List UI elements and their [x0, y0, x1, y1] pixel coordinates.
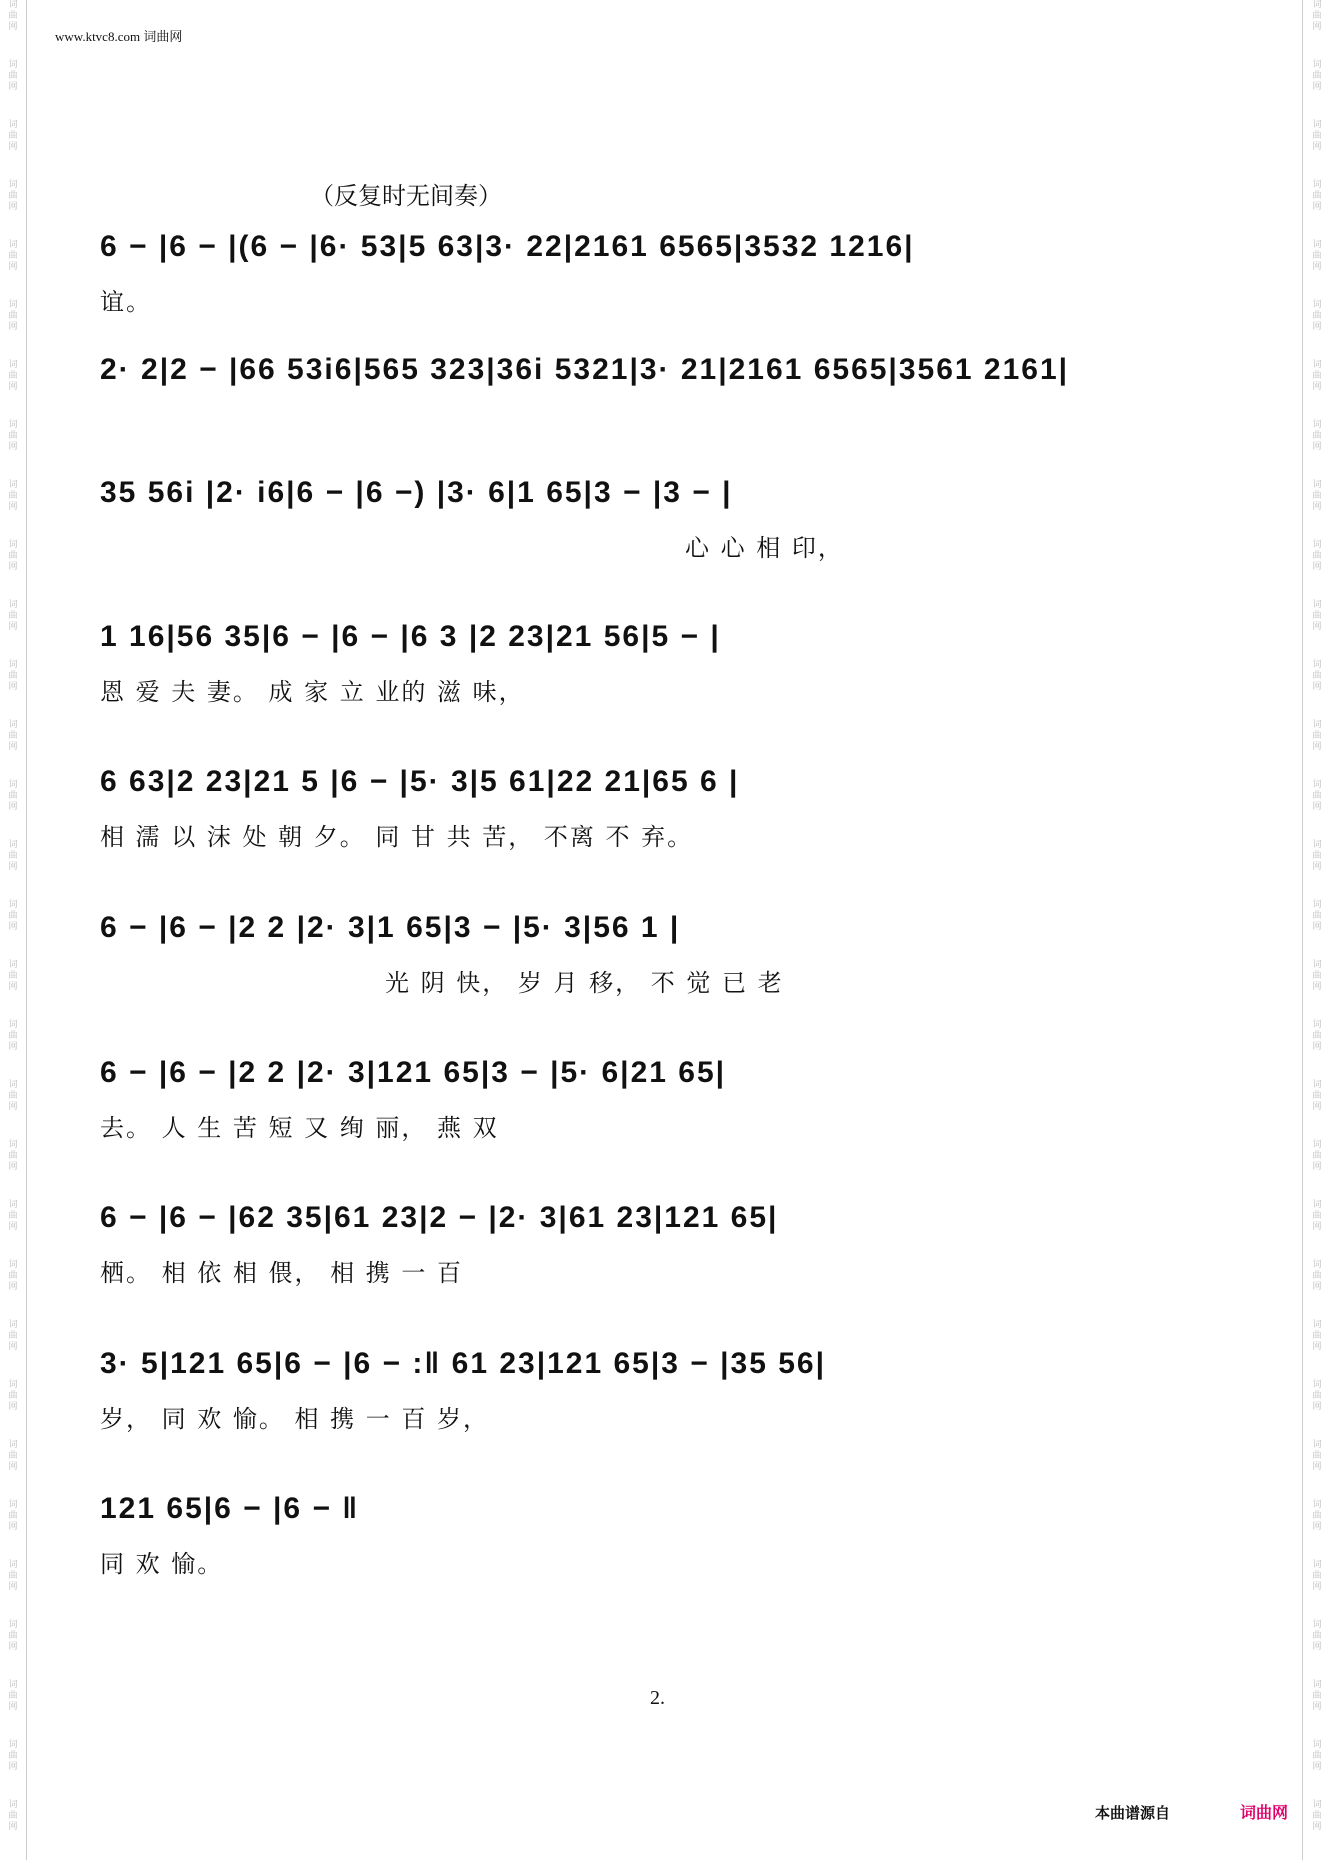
side-watermark: 词 曲 网 — [1312, 60, 1322, 92]
site-logo[interactable]: 词曲网 — [1240, 1803, 1289, 1822]
page-number: 2. — [650, 1687, 665, 1709]
side-watermark: 词 曲 网 — [1312, 1620, 1322, 1652]
side-watermark: 词 曲 网 — [8, 1140, 18, 1172]
side-watermark: 词 曲 网 — [1312, 1140, 1322, 1172]
side-watermark: 词 曲 网 — [1312, 540, 1322, 572]
score-system-4 — [100, 612, 1220, 732]
side-watermark: 词 曲 网 — [8, 60, 18, 92]
side-watermark: 词 曲 网 — [1312, 1800, 1322, 1832]
side-watermark: 词 曲 网 — [8, 1020, 18, 1052]
lyrics-line: 去。 人 生 苦 短 又 绚 丽， 燕 双 — [100, 1114, 499, 1142]
lyrics-line: 相 濡 以 沫 处 朝 夕。 同 甘 共 苦， 不离 不 弃。 — [100, 823, 694, 851]
side-watermark: 词 曲 网 — [8, 540, 18, 572]
side-watermark: 词 曲 网 — [8, 720, 18, 752]
side-watermark: 词 曲 网 — [8, 840, 18, 872]
side-watermark: 词 曲 网 — [1312, 180, 1322, 212]
side-watermark: 词 曲 网 — [1312, 1260, 1322, 1292]
side-watermark: 词 曲 网 — [8, 1380, 18, 1412]
side-watermark: 词 曲 网 — [1312, 0, 1322, 32]
side-watermark: 词 曲 网 — [8, 1500, 18, 1532]
side-watermark: 词 曲 网 — [8, 120, 18, 152]
lyrics-line: 岁， 同 欢 愉。 相 携 一 百 岁， — [100, 1405, 490, 1433]
side-watermark: 词 曲 网 — [1312, 1320, 1322, 1352]
right-border — [1302, 0, 1303, 1860]
side-watermark: 词 曲 网 — [1312, 120, 1322, 152]
side-watermark: 词 曲 网 — [8, 1560, 18, 1592]
side-watermark: 词 曲 网 — [1312, 1560, 1322, 1592]
lyrics-line: 同 欢 愉。 — [100, 1550, 224, 1578]
notation-line: 1 16|56 35|6 − |6 − |6 3 |2 23|21 56|5 − | — [100, 620, 721, 653]
score-system-7 — [100, 1048, 1220, 1168]
score-system-1 — [100, 222, 1220, 342]
score-system-6 — [100, 903, 1220, 1023]
notation-line: 35 56i |2· i6|6 − |6 −) |3· 6|1 65|3 − |3 − | — [100, 476, 733, 509]
notation-line: 6 63|2 23|21 5 |6 − |5· 3|5 61|22 21|65 6 | — [100, 765, 740, 798]
side-watermark: 词 曲 网 — [1312, 600, 1322, 632]
repeat-annotation: （反复时无间奏） — [310, 182, 502, 210]
side-watermark: 词 曲 网 — [8, 0, 18, 32]
lyrics-line: 心 心 相 印， — [685, 534, 844, 562]
notation-line: 6 − |6 − |2 2 |2· 3|121 65|3 − |5· 6|21 65| — [100, 1056, 727, 1089]
side-watermark: 词 曲 网 — [8, 900, 18, 932]
side-watermark: 词 曲 网 — [1312, 1080, 1322, 1112]
side-watermark: 词 曲 网 — [1312, 480, 1322, 512]
score-system-9 — [100, 1339, 1220, 1459]
side-watermark: 词 曲 网 — [1312, 1440, 1322, 1472]
side-watermark: 词 曲 网 — [1312, 420, 1322, 452]
side-watermark: 词 曲 网 — [1312, 300, 1322, 332]
side-watermark: 词 曲 网 — [8, 360, 18, 392]
side-watermark: 词 曲 网 — [8, 1800, 18, 1832]
score-system-8 — [100, 1193, 1220, 1313]
side-watermark: 词 曲 网 — [8, 180, 18, 212]
side-watermark: 词 曲 网 — [1312, 780, 1322, 812]
notation-line: 6 − |6 − |(6 − |6· 53|5 63|3· 22|2161 6565|3532 1216| — [100, 230, 915, 263]
lyrics-line: 谊。 — [100, 288, 152, 316]
side-watermark: 词 曲 网 — [8, 780, 18, 812]
side-watermark: 词 曲 网 — [1312, 900, 1322, 932]
side-watermark: 词 曲 网 — [8, 300, 18, 332]
side-watermark: 词 曲 网 — [8, 240, 18, 272]
side-watermark: 词 曲 网 — [1312, 960, 1322, 992]
score-system-5 — [100, 757, 1220, 877]
side-watermark: 词 曲 网 — [1312, 840, 1322, 872]
lyrics-line: 栖。 相 依 相 偎， 相 携 一 百 — [100, 1259, 464, 1287]
side-watermark: 词 曲 网 — [8, 960, 18, 992]
left-border — [26, 0, 27, 1860]
score-system-2 — [100, 345, 1220, 465]
side-watermark: 词 曲 网 — [1312, 360, 1322, 392]
lyrics-line — [100, 405, 1220, 445]
side-watermark: 词 曲 网 — [8, 1320, 18, 1352]
side-watermark: 词 曲 网 — [8, 660, 18, 692]
notation-line: 121 65|6 − |6 − ‖ — [100, 1492, 360, 1525]
side-watermark: 词 曲 网 — [1312, 1380, 1322, 1412]
score-system-10 — [100, 1484, 1220, 1604]
notation-line: 2· 2|2 − |66 53i6|565 323|36i 5321|3· 21|2161 6565|3561 2161| — [100, 353, 1070, 386]
notation-line: 6 − |6 − |2 2 |2· 3|1 65|3 − |5· 3|56 1 | — [100, 911, 681, 944]
side-watermark: 词 曲 网 — [8, 1440, 18, 1472]
right-watermark-strip — [1306, 0, 1328, 1860]
left-watermark-strip — [2, 0, 24, 1860]
side-watermark: 词 曲 网 — [1312, 1200, 1322, 1232]
side-watermark: 词 曲 网 — [1312, 1740, 1322, 1772]
side-watermark: 词 曲 网 — [1312, 240, 1322, 272]
score-system-3 — [100, 468, 1220, 588]
side-watermark: 词 曲 网 — [1312, 720, 1322, 752]
side-watermark: 词 曲 网 — [8, 480, 18, 512]
notation-line: 6 − |6 − |62 35|61 23|2 − |2· 3|61 23|121 65| — [100, 1201, 779, 1234]
side-watermark: 词 曲 网 — [1312, 1500, 1322, 1532]
side-watermark: 词 曲 网 — [1312, 1680, 1322, 1712]
side-watermark: 词 曲 网 — [8, 1260, 18, 1292]
site-url: www.ktvc8.com 词曲网 — [55, 29, 183, 44]
side-watermark: 词 曲 网 — [1312, 1020, 1322, 1052]
side-watermark: 词 曲 网 — [8, 1080, 18, 1112]
source-label: 本曲谱源自 — [1095, 1804, 1171, 1822]
side-watermark: 词 曲 网 — [8, 1620, 18, 1652]
side-watermark: 词 曲 网 — [8, 1740, 18, 1772]
side-watermark: 词 曲 网 — [8, 1200, 18, 1232]
notation-line: 3· 5|121 65|6 − |6 − :‖ 61 23|121 65|3 − |35 56| — [100, 1347, 826, 1380]
side-watermark: 词 曲 网 — [8, 420, 18, 452]
side-watermark: 词 曲 网 — [8, 1680, 18, 1712]
lyrics-line: 光 阴 快， 岁 月 移， 不 觉 已 老 — [385, 969, 784, 997]
lyrics-line: 恩 爱 夫 妻。 成 家 立 业的 滋 味， — [100, 678, 525, 706]
side-watermark: 词 曲 网 — [1312, 660, 1322, 692]
side-watermark: 词 曲 网 — [8, 600, 18, 632]
